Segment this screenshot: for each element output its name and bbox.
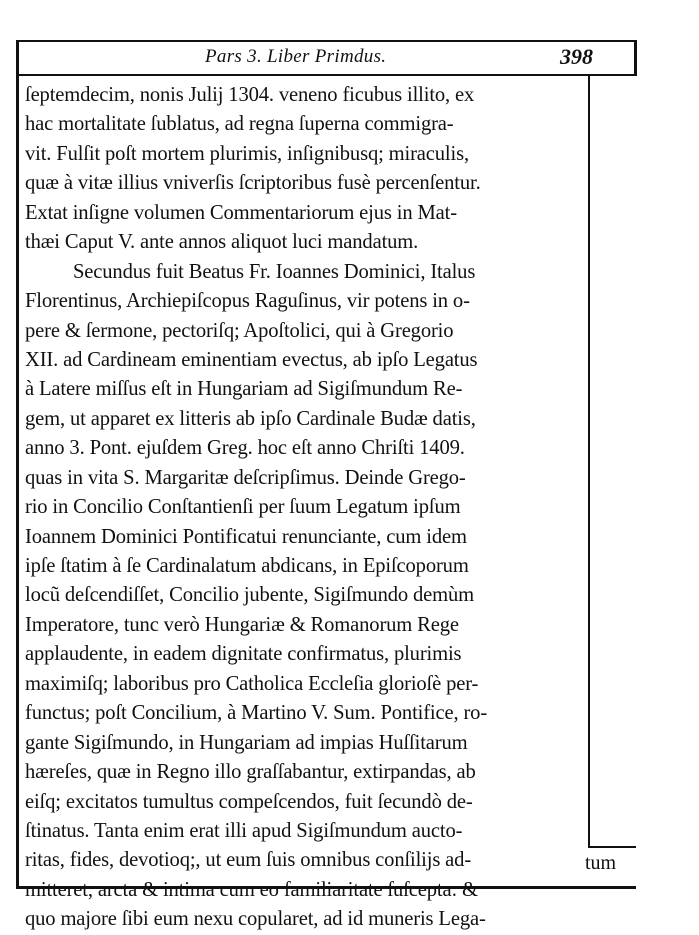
catchword-rule xyxy=(588,846,636,848)
text-line: ipſe ſtatim à ſe Cardinalatum abdicans, in Epiſcoporum xyxy=(25,555,469,577)
text-line: rio in Concilio Conſtantienſi per ſuum Legatum ipſum xyxy=(25,496,461,519)
paragraph-start-line: Secundus fuit Beatus Fr. Ioannes Dominici, Italus xyxy=(73,260,476,283)
text-line: quas in vita S. Margaritæ deſcripſimus. Deinde Grego- xyxy=(25,466,466,489)
text-line: ſtinatus. Tanta enim erat illi apud Sigiſmundum aucto- xyxy=(25,819,463,842)
text-line: à Latere miſſus eſt in Hungariam ad Sigiſmundum Re- xyxy=(25,378,463,401)
text-line: XII. ad Cardineam eminentiam evectus, ab ipſo Legatus xyxy=(25,348,478,371)
text-line: hæreſes, quæ in Regno illo graſſabantur, extirpandas, ab xyxy=(25,761,476,784)
text-line: quo majore ſibi eum nexu copularet, ad id muneris Lega- xyxy=(25,908,486,931)
text-line: locũ deſcendiſſet, Concilio jubente, Sigiſmundo demùm xyxy=(25,584,475,607)
text-line: Florentinus, Archiepiſcopus Raguſinus, vir potens in o- xyxy=(25,290,470,313)
text-line: pere & ſermone, pectoriſq; Apoſtolici, qui à Gregorio xyxy=(25,319,454,342)
text-line: Ioannem Dominici Pontificatui renunciante, cum idem xyxy=(25,525,467,548)
text-line: applaudente, in eadem dignitate confirmatus, plurimis xyxy=(25,643,462,666)
header-rule xyxy=(16,74,636,76)
text-line: gem, ut apparet ex litteris ab ipſo Cardinale Budæ datis, xyxy=(25,407,476,430)
text-line: anno 3. Pont. ejuſdem Greg. hoc eſt anno Chriſti 1409. xyxy=(25,437,465,460)
text-column-right-rule xyxy=(588,76,590,846)
text-line: quæ à vitæ illius vniverſis ſcriptoribus fusè percenſentur. xyxy=(25,172,481,195)
text-line: ritas, fides, devotioq;, ut eum ſuis omnibus conſilijs ad- xyxy=(25,849,472,872)
frame-right-rule xyxy=(634,40,637,76)
page-number: 398 xyxy=(560,44,593,69)
frame-top-rule xyxy=(16,40,636,42)
text-line: hac mortalitate ſublatus, ad regna ſuperna commigra- xyxy=(25,113,454,136)
running-head: Pars 3. Liber Primdus. xyxy=(205,46,387,67)
catchword: tum xyxy=(585,852,617,874)
frame-left-rule xyxy=(16,40,19,888)
text-line: Imperatore, tunc verò Hungariæ & Romanorum Rege xyxy=(25,613,459,636)
text-line: ſeptemdecim, nonis Julij 1304. veneno ficubus illito, ex xyxy=(25,84,475,106)
text-line: maximiſq; laboribus pro Catholica Eccleſia glorioſè per- xyxy=(25,672,479,695)
text-line: mitteret, arcta & intima cum eo familiaritate ſuſcepta: & xyxy=(25,878,478,901)
text-line: eiſq; excitatos tumultus compeſcendos, fuit ſecundò de- xyxy=(25,790,473,813)
text-line: gante Sigiſmundo, in Hungariam ad impias Huſſitarum xyxy=(25,731,468,754)
text-line: vit. Fulſit poſt mortem plurimis, inſignibusq; miraculis, xyxy=(25,142,469,165)
body-text xyxy=(25,81,585,935)
text-line: Extat inſigne volumen Commentariorum ejus in Mat- xyxy=(25,201,457,224)
text-line: functus; poſt Concilium, à Martino V. Sum. Pontifice, ro- xyxy=(25,702,488,725)
text-line: thæi Caput V. ante annos aliquot luci mandatum. xyxy=(25,231,419,254)
